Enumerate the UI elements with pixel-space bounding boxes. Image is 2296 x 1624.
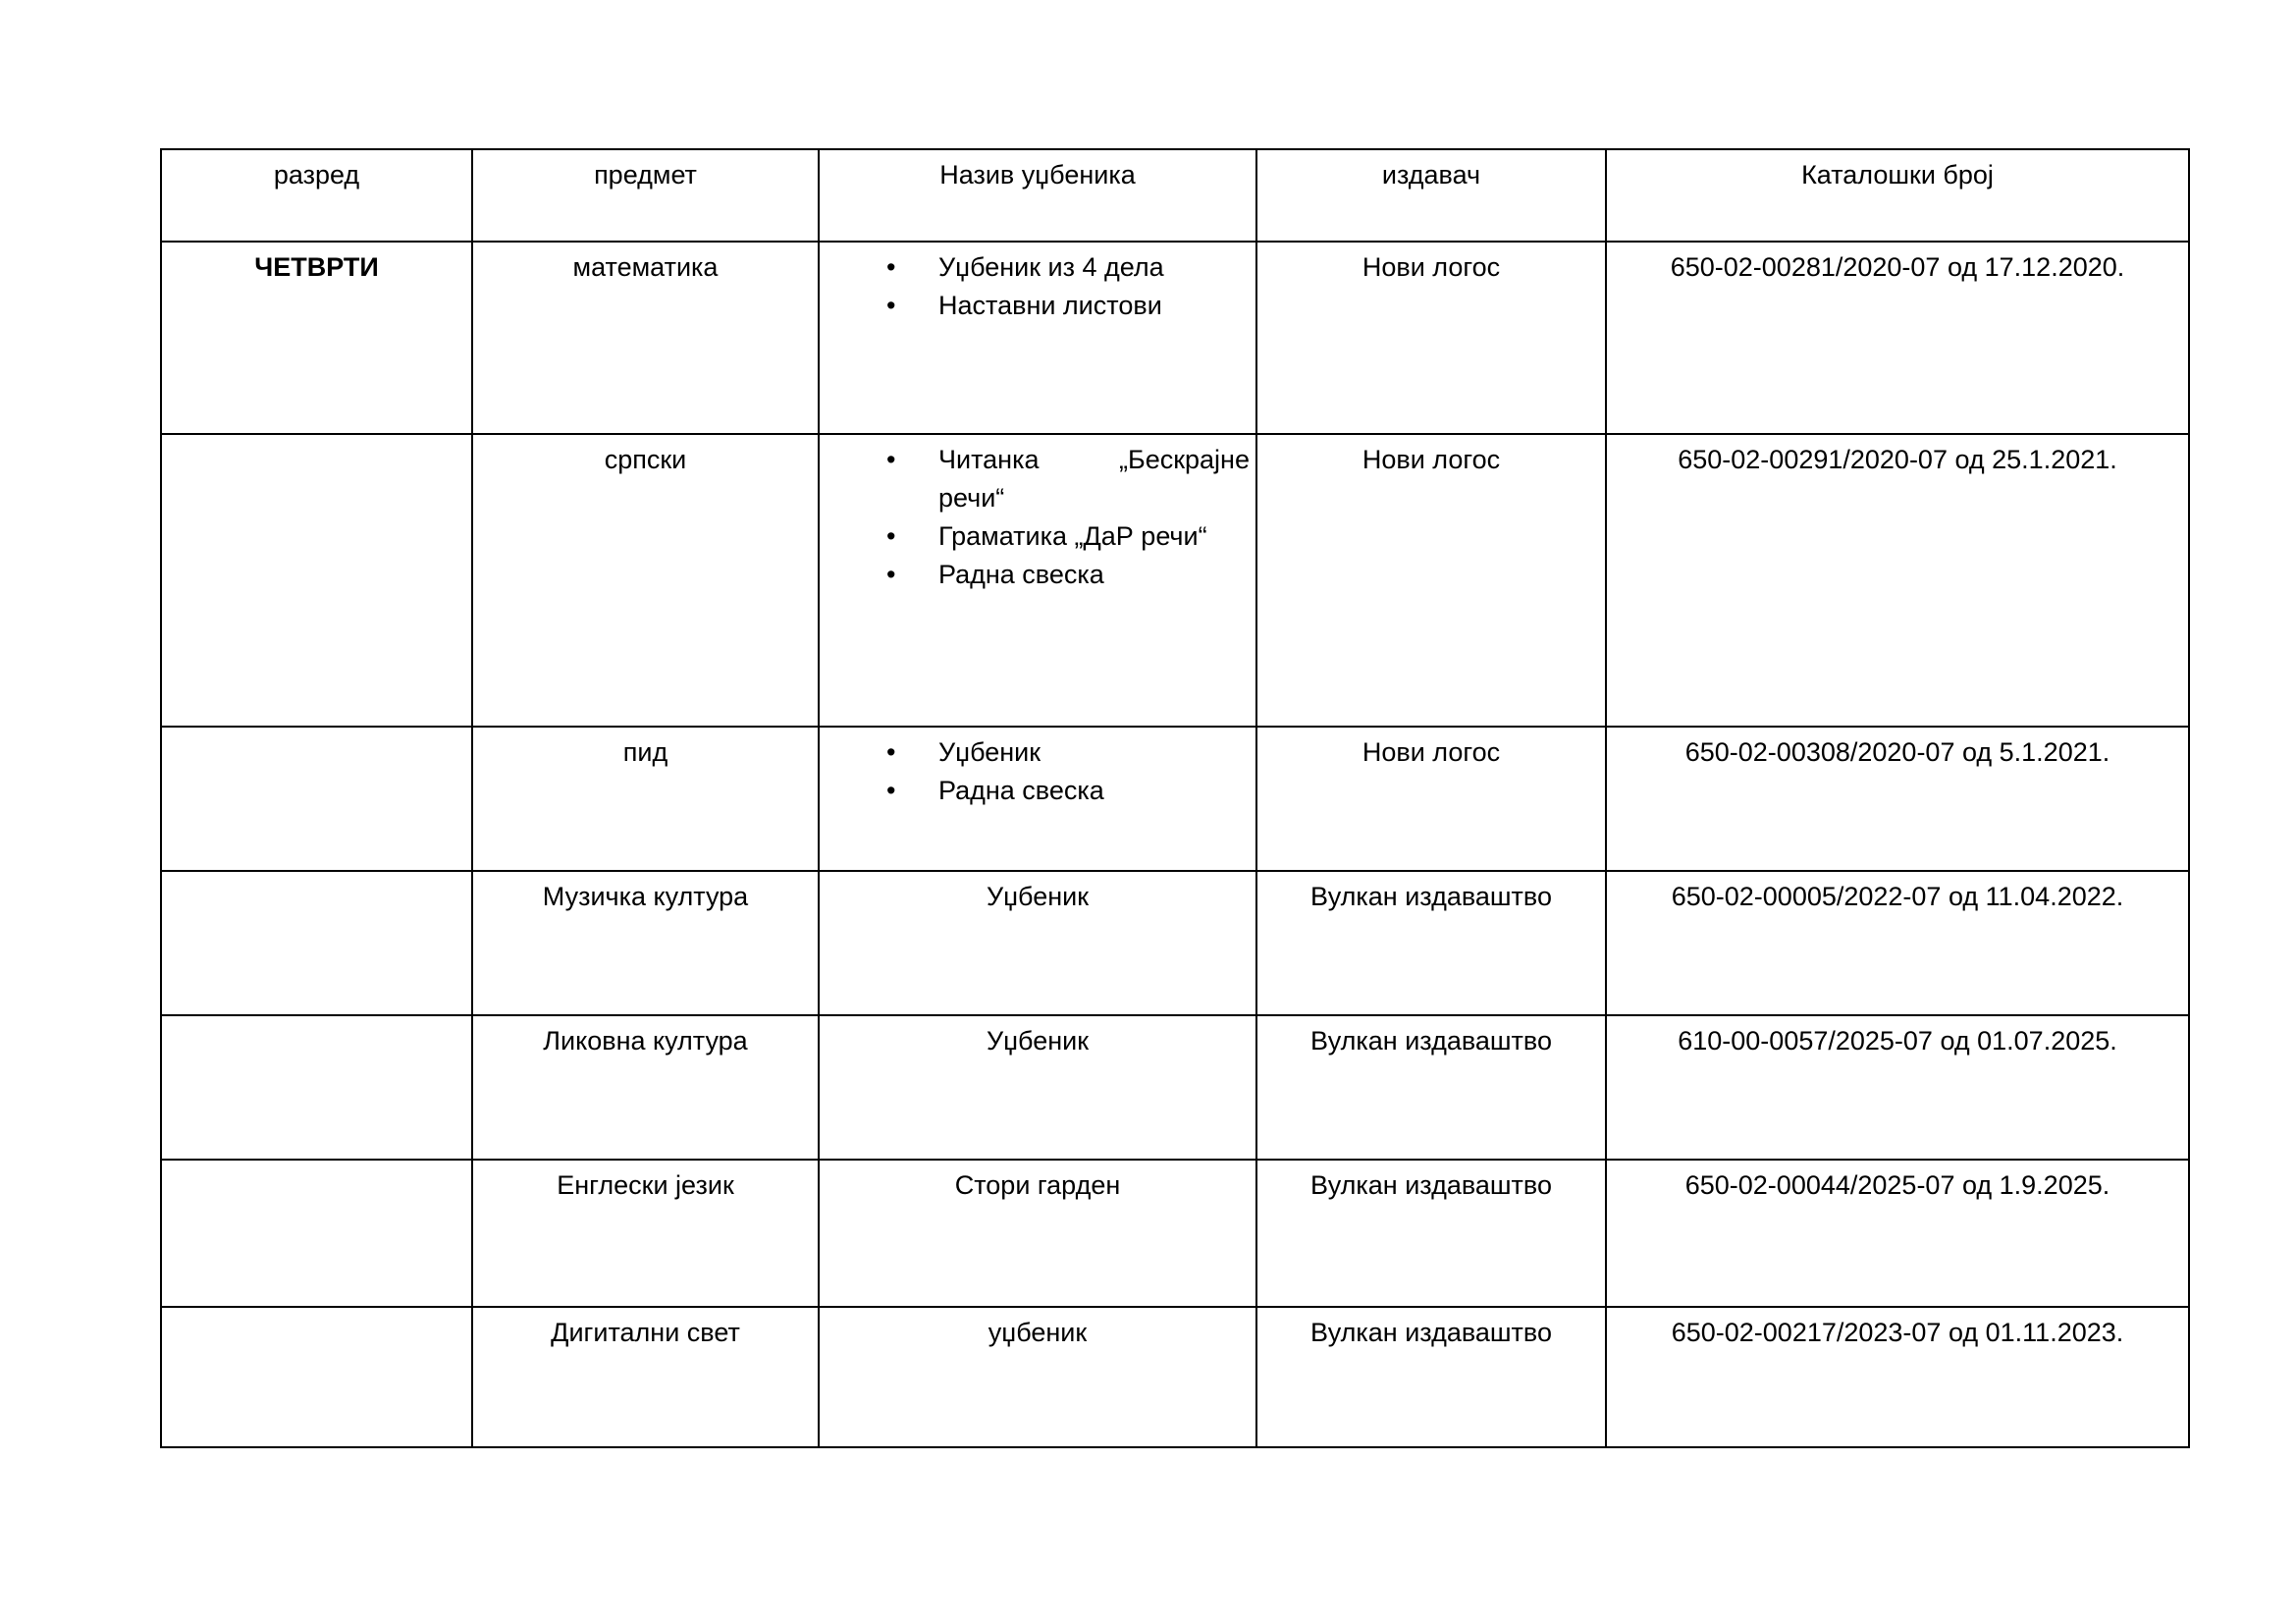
catalog-cell: 650-02-00005/2022-07 од 11.04.2022. — [1606, 871, 2189, 1015]
list-item: • Наставни листови — [826, 287, 1250, 325]
table-row — [161, 1160, 2189, 1307]
list-item: • Радна свеска — [826, 556, 1250, 594]
catalog-cell: 650-02-00281/2020-07 од 17.12.2020. — [1606, 242, 2189, 434]
table-row — [161, 434, 2189, 727]
list-item: • Радна свеска — [826, 772, 1250, 810]
textbook-table — [160, 148, 2190, 1448]
table-row — [161, 1015, 2189, 1160]
subject-cell: Ликовна култура — [472, 1015, 819, 1160]
subject-cell: Енглески језик — [472, 1160, 819, 1307]
bullet-icon: • — [886, 445, 896, 474]
subject-cell: Музичка култура — [472, 871, 819, 1015]
header-catalog-number: Каталошки број — [1606, 149, 2189, 242]
table-row — [161, 871, 2189, 1015]
catalog-cell: 650-02-00291/2020-07 од 25.1.2021. — [1606, 434, 2189, 727]
list-item: • Уџбеник из 4 дела — [826, 248, 1250, 287]
grade-cell — [161, 727, 472, 871]
grade-cell — [161, 1015, 472, 1160]
publisher-cell: Вулкан издаваштво — [1256, 1307, 1606, 1447]
publisher-cell: Вулкан издаваштво — [1256, 1160, 1606, 1307]
catalog-cell: 610-00-0057/2025-07 од 01.07.2025. — [1606, 1015, 2189, 1160]
subject-cell: српски — [472, 434, 819, 727]
list-item: • Уџбеник — [826, 733, 1250, 772]
title-cell — [819, 434, 1256, 727]
header-subject: предмет — [472, 149, 819, 242]
title-list — [826, 248, 1250, 325]
table-row — [161, 1307, 2189, 1447]
table-row — [161, 727, 2189, 871]
publisher-cell: Нови логос — [1256, 242, 1606, 434]
grade-cell — [161, 1160, 472, 1307]
table-row — [161, 242, 2189, 434]
bullet-icon: • — [886, 737, 896, 767]
grade-cell — [161, 871, 472, 1015]
bullet-icon: • — [886, 291, 896, 320]
subject-cell: математика — [472, 242, 819, 434]
catalog-cell: 650-02-00044/2025-07 од 1.9.2025. — [1606, 1160, 2189, 1307]
subject-cell: пид — [472, 727, 819, 871]
title-list — [826, 733, 1250, 810]
table-header-row — [161, 149, 2189, 242]
header-grade: разред — [161, 149, 472, 242]
bullet-icon: • — [886, 521, 896, 551]
publisher-cell: Вулкан издаваштво — [1256, 1015, 1606, 1160]
title-cell: Уџбеник — [819, 871, 1256, 1015]
title-cell: Стори гарден — [819, 1160, 1256, 1307]
title-cell: уџбеник — [819, 1307, 1256, 1447]
bullet-icon: • — [886, 252, 896, 282]
bullet-icon: • — [886, 776, 896, 805]
catalog-cell: 650-02-00217/2023-07 од 01.11.2023. — [1606, 1307, 2189, 1447]
bullet-icon: • — [886, 560, 896, 589]
subject-cell: Дигитални свет — [472, 1307, 819, 1447]
grade-cell: ЧЕТВРТИ — [161, 242, 472, 434]
title-list — [826, 441, 1250, 594]
catalog-cell: 650-02-00308/2020-07 од 5.1.2021. — [1606, 727, 2189, 871]
grade-cell — [161, 434, 472, 727]
publisher-cell: Нови логос — [1256, 434, 1606, 727]
title-cell — [819, 242, 1256, 434]
header-publisher: издавач — [1256, 149, 1606, 242]
title-cell — [819, 727, 1256, 871]
header-textbook-title: Назив уџбеника — [819, 149, 1256, 242]
publisher-cell: Нови логос — [1256, 727, 1606, 871]
publisher-cell: Вулкан издаваштво — [1256, 871, 1606, 1015]
list-item: • Читанка „Бескрајне речи“ — [826, 441, 1250, 517]
title-cell: Уџбеник — [819, 1015, 1256, 1160]
list-item: • Граматика „ДаР речи“ — [826, 517, 1250, 556]
grade-cell — [161, 1307, 472, 1447]
